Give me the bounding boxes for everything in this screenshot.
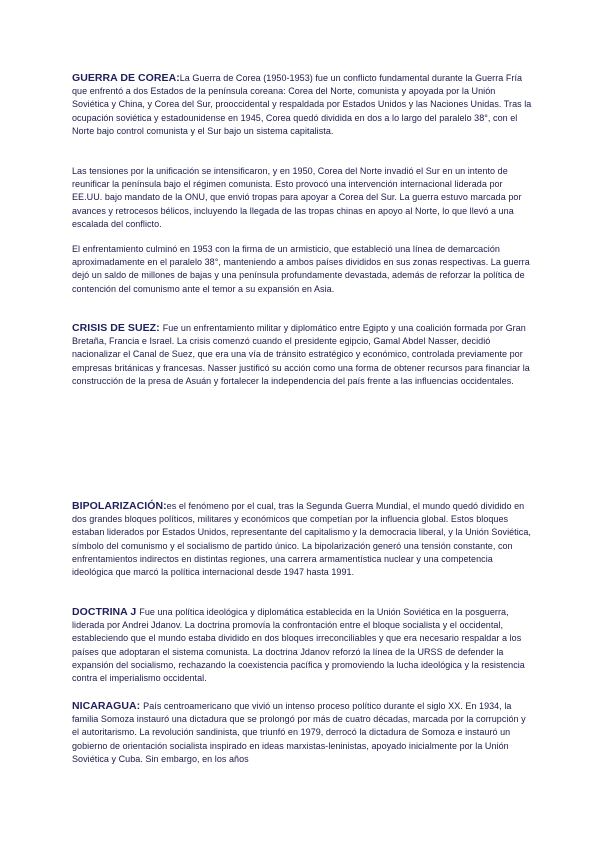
corea-text-1: La Guerra de Corea (1950-1953) fue un conflicto fundamental durante la Guerra Fría que enfrentó a dos Estados de la península coreana: Corea del Norte, comunista y apoyada por la Unión Soviética y China, y Corea del Sur, prooccidental y respaldada por Estados Unidos y las Naciones Unidas. Tras la ocupación soviética y estadounidense en 1945, Corea quedó dividida en dos a lo largo del paralelo 38°, con el Norte bajo control comunista y el Sur bajo un sistema capitalista. (72, 73, 532, 136)
corea-paragraph-2: Las tensiones por la unificación se intensificaron, y en 1950, Corea del Norte invadió el Sur en un intento de reunificar la península bajo el régimen comunista. Esto provocó una intervención internacional liderada por EE.UU. bajo mandato de la ONU, que envió tropas para apoyar a Corea del Sur. La guerra estuvo marcada por avances y retrocesos bélicos, incluyendo la llegada de las tropas chinas en apoyo al Norte, lo que llevó a una escalada del conflicto. (72, 166, 522, 229)
suez-paragraph (72, 322, 532, 388)
corea-paragraph-1 (72, 72, 532, 138)
corea-term: GUERRA DE COREA: (72, 72, 180, 84)
suez-term: CRISIS DE SUEZ: (72, 322, 160, 334)
bipolarizacion-paragraph (72, 500, 532, 579)
doctrina-text: Fue una política ideológica y diplomática establecida en la Unión Soviética en la posguerra, liderada por Andrei Jdanov. La doctrina promovía la confrontación entre el bloque socialista y el occidental, estableciendo que el mundo estaba dividido en dos bloques irreconciliables y que era necesario respaldar a los países que adoptaran el sistema comunista. La doctrina Jdanov reforzó la línea de la URSS de defender la expansión del socialismo, rechazando la coexistencia pacífica y promoviendo la lucha ideológica y la resistencia contra el imperialismo occidental. (72, 607, 525, 684)
corea-paragraph-3: El enfrentamiento culminó en 1953 con la firma de un armisticio, que estableció una línea de demarcación aproximadamente en el paralelo 38°, manteniendo a ambos países divididos en sus zonas respectivas. La guerra dejó un saldo de millones de bajas y una península profundamente devastada, además de reforzar la política de contención del comunismo ante el temor a su expansión en Asia. (72, 244, 530, 294)
suez-text: Fue un enfrentamiento militar y diplomático entre Egipto y una coalición formada por Gran Bretaña, Francia e Israel. La crisis comenzó cuando el presidente egipcio, Gamal Abdel Nasser, decidió nacionalizar el Canal de Suez, que era una vía de tránsito estratégico y económico, controlada previamente por empresas británicas y francesas. Nasser justificó su acción como una forma de obtener recursos para financiar la construcción de la presa de Asuán y fortalecer la independencia del país frente a las influencias occidentales. (72, 323, 530, 386)
nicaragua-term: NICARAGUA: (72, 700, 141, 712)
nicaragua-text: País centroamericano que vivió un intenso proceso político durante el siglo XX. En 1934, la familia Somoza instauró una dictadura que se prolongó por más de cuatro décadas, marcada por la corrupción y el autoritarismo. La revolución sandinista, que triunfó en 1979, derrocó la dictadura de Somoza e instauró un gobierno de orientación socialista inspirado en ideas marxistas-leninistas, apoyado inicialmente por la Unión Soviética y Cuba. Sin embargo, en los años (72, 701, 526, 764)
bipolarizacion-term: BIPOLARIZACIÓN: (72, 500, 167, 512)
doctrina-term: DOCTRINA J (72, 606, 137, 618)
bipolarizacion-text: es el fenómeno por el cual, tras la Segunda Guerra Mundial, el mundo quedó dividido en dos grandes bloques políticos, militares y económicos que competían por la influencia global. Estos bloques estaban liderados por Estados Unidos, representante del capitalismo y la democracia liberal, y la Unión Soviética, símbolo del comunismo y el socialismo de partido único. La bipolarización generó una tensión constante, con enfrentamientos indirectos en distintas regiones, una carrera armamentística nuclear y una competencia ideológica que marcó la política internacional desde 1947 hasta 1991. (72, 501, 531, 578)
nicaragua-paragraph (72, 700, 532, 766)
doctrina-paragraph (72, 606, 532, 685)
